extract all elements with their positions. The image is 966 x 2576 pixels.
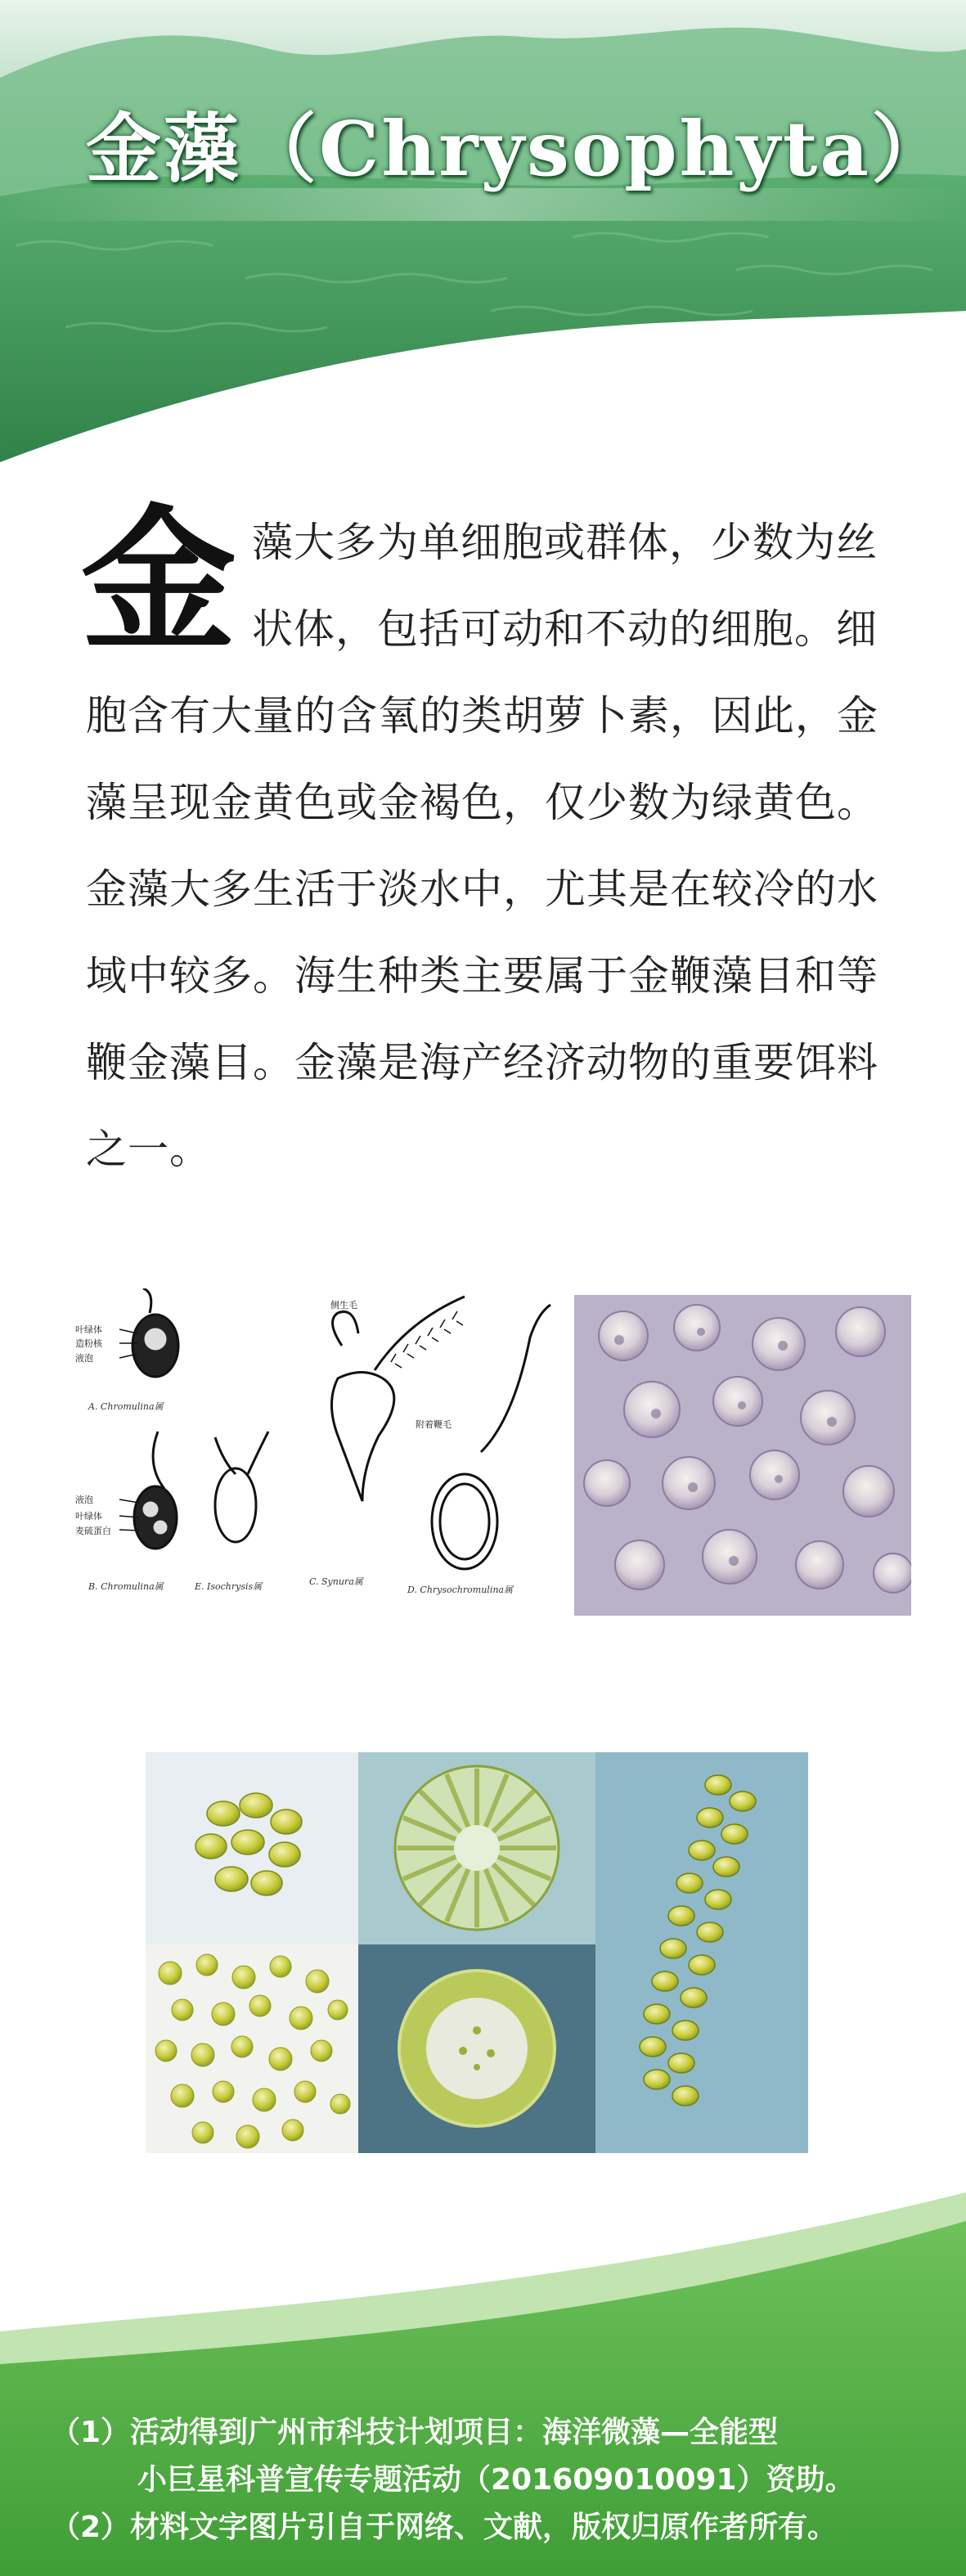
micrograph-photo: [574, 1295, 911, 1616]
photo-colony-small: [146, 1752, 358, 1944]
caption-c: C. Synura属: [309, 1576, 363, 1587]
caption-a: A. Chromulina属: [88, 1401, 164, 1412]
photo-radial-colony: [358, 1752, 595, 1944]
footer-note-3: （2）材料文字图片引自于网络、文献，版权归原作者所有。: [51, 2511, 838, 2544]
dropcap: 金: [81, 491, 238, 672]
label-flagellum-d: 附着鞭毛: [416, 1419, 452, 1430]
label-flagellum-c: 侧生毛: [330, 1300, 357, 1310]
header-banner: [0, 0, 966, 491]
label-yelv-a: 叶绿体: [75, 1324, 102, 1335]
footer-note-1: （1）活动得到广州市科技计划项目：海洋微藻—全能型: [51, 2416, 779, 2449]
caption-d: D. Chrysochromulina属: [407, 1585, 513, 1595]
label-yepao-a: 液泡: [75, 1353, 93, 1364]
intro-paragraph: [81, 491, 896, 1193]
label-baohan-b: 麦硫蛋白: [75, 1526, 111, 1536]
photo-cell-chain: [595, 1752, 808, 2153]
intro-text: 藻大多为单细胞或群体，少数为丝状体，包括可动和不动的细胞。细胞含有大量的含氧的类胡萝卜素，因此，金藻呈现金黄色或金褐色，仅少数为绿黄色。金藻大多生活于淡水中，尤其是在较冷的水域中较多。海生种类主要属于金鞭藻目和等鞭金藻目。金藻是海产经济动物的重要饵料之一。: [86, 519, 878, 1173]
label-yepao-b: 液泡: [75, 1495, 93, 1505]
footer-notes: [0, 2409, 966, 2551]
label-zaofen-a: 造粉核: [75, 1338, 102, 1349]
footer-note-2: 小巨星科普宣传专题活动（20160901​0091）资助。: [137, 2463, 855, 2497]
chrysophyta-line-diagram: [72, 1288, 563, 1616]
algae-photo-collage: [146, 1752, 808, 2153]
caption-b: B. Chromulina属: [88, 1581, 164, 1592]
caption-e: E. Isochrysis属: [195, 1581, 263, 1592]
photo-radial-colony-dark: [358, 1944, 595, 2153]
label-yelv-b: 叶绿体: [75, 1511, 102, 1522]
header-landscape: [0, 0, 966, 491]
page-title: 金藻（Chrysophyta）: [86, 105, 949, 193]
photo-scattered-colonies: [146, 1944, 358, 2153]
